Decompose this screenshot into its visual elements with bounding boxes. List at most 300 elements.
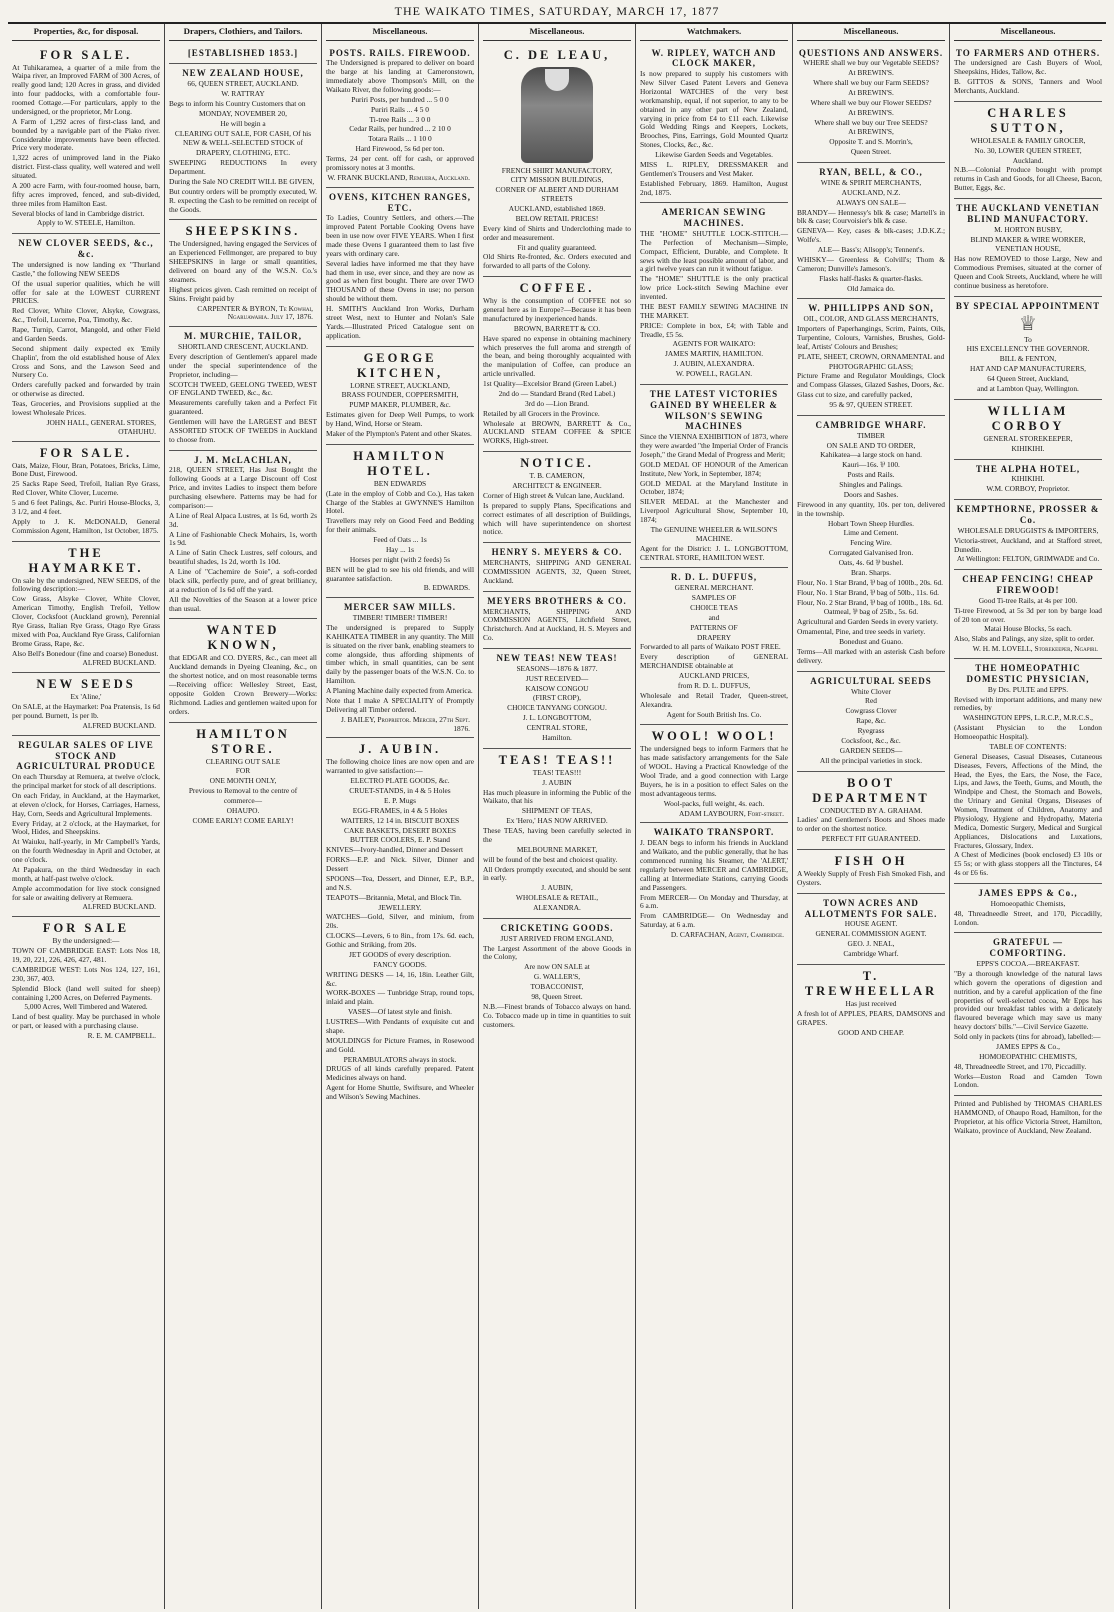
ad-text: COME EARLY! COME EARLY! (192, 815, 294, 825)
advertisement (954, 884, 1102, 933)
advertisement (326, 738, 474, 1107)
ad-signature: ADAM LAYBOURN, Fort-street. (679, 808, 784, 818)
ad-text: Land of best quality. May be purchased in whole or part, or leased with a purchasing clause. (12, 1012, 160, 1031)
ad-text: On SALE, at the Haymarket: Poa Pratensis, 1s 6d per pound. Burnett, 1s per lb. (12, 702, 160, 721)
ad-text: 5,000 Acres, Well Timbered and Watered. (24, 1002, 148, 1012)
ad-text: GOLD MEDAL at the Maryland Institute in October, 1874; (640, 478, 788, 497)
ad-text: that EDGAR and CO. DYERS, &c., can meet all Auckland demands in Dyeing Cleaning, &c., on the shortest notice, and on most reasonable terms—Receiving office: Wellesley Street, East, opposite Golden Crown Brewery—Works: Richmond. Ladies and gentlemen waited upon for orders. (169, 653, 317, 716)
advertisement (640, 568, 788, 725)
ad-text: CHOICE TANYANG CONGOU. (507, 703, 607, 713)
advertisement (483, 543, 631, 591)
ad-text: Corner of High street & Vulcan lane, Auckland. (483, 490, 625, 500)
column-header: Drapers, Clothiers, and Tailors. (169, 24, 317, 41)
ad-text: A Chest of Medicines (book enclosed) £3 10s or £5 5s; or with glass stoppers all the Tinctures, £4 4s or £6 6s. (954, 850, 1102, 878)
ad-text: commerce— (223, 796, 263, 806)
ad-title: KEMPTHORNE, PROSSER & Co. (956, 504, 1100, 525)
ad-text: 48, Threadneedle Street, and 170, Piccadilly. (954, 1061, 1087, 1071)
ad-title: HENRY S. MEYERS & CO. (491, 547, 623, 558)
ad-text: Feed of Oats ... 1s (373, 535, 427, 545)
ad-text: SILVER MEDAL at the Manchester and Liverpool Agricultural Show, September 10, 1874; (640, 497, 788, 525)
ad-text: Works—Euston Road and Camden Town London. (954, 1071, 1102, 1090)
ad-text: Posts and Rails. (847, 470, 895, 480)
ad-text: PERAMBULATORS always in stock. (343, 1054, 457, 1064)
ad-text: The Undersigned, having engaged the Services of an Experienced Fellmonger, are prepared to buy SHEEPSKINS in large or small quantities, delivered on board any of the W.S.N. Co.'s steamers. (169, 239, 317, 284)
ad-text: Since the VIENNA EXHIBITION of 1873, where they were awarded "the Imperial Order of Francis Joseph," the Grand Medal of Progress and Merit; (640, 432, 788, 459)
ad-text: Wholesale and Retail Trader, Queen-street, Alexandra. (640, 690, 788, 709)
ad-text: Where shall we buy our Farm SEEDS? (813, 78, 929, 88)
ad-text: DRAPERY (696, 632, 732, 642)
ad-text: M. HORTON BUSBY, (994, 224, 1062, 234)
ad-signature: D. CARFACHAN, Agent, Cambridge. (670, 930, 784, 940)
ad-text: Hay ... 1s (385, 544, 415, 554)
ad-text: ONE MONTH ONLY, (209, 776, 277, 786)
ad-text: SWEEPING REDUCTIONS In every Department. (169, 158, 317, 177)
ad-text: Have spared no expense in obtaining machinery which preserves the full aroma and strength of the bean, and being thoroughly acquainted with the manipulation of Coffee, can produce an article unrivalled. (483, 333, 631, 379)
ad-text: The following choice lines are now open and are warranted to give satisfaction:— (326, 757, 474, 776)
ad-title: HAMILTON HOTEL. (353, 448, 447, 478)
ad-text: At BREWIN'S, (848, 127, 894, 137)
ad-text: 218, QUEEN STREET, Has Just Bought the following Goods at a Large Discount off Cost Price, and invites Ladies to inspect them before purchasing elsewhere. Patterns may be had for comparison:— (169, 465, 317, 510)
ad-text: CAKE BASKETS, DESERT BOXES (344, 825, 456, 835)
advertisement (169, 44, 317, 65)
ad-text: Flasks half-flasks & quarter-flasks. (819, 273, 923, 283)
advertisement (797, 163, 945, 299)
ad-text: BEN will be glad to see his old friends, and will guarantee satisfaction. (326, 564, 474, 583)
ad-text: But country orders will be promptly executed, W. R. expecting the Cash to be remitted on receipt of the Goods. (169, 186, 317, 214)
ad-text: 3rd do —Lion Brand. (524, 398, 590, 408)
ad-text: Is now prepared to supply his customers with New Silver Cased Patent Levers and Geneva Horizontal WATCHES of the very best workmanship, equal, if not superior, to any to be obtained in any other part of New Zealand, varying in price from £4 to £11 each. Likewise Gold Wedding Rings and Keepers, Lockets, Brooches, Pins, Earrings, Gold Mounted Quartz Stones, Clocks, &c., &c. (640, 69, 788, 150)
ad-text: Lime and Cement. (843, 528, 899, 538)
ad-text: Sold only in packets (tins for abroad), labelled:— (954, 1032, 1101, 1042)
column-header: Miscellaneous. (954, 24, 1102, 41)
advertisement (954, 199, 1102, 297)
ad-title: [ESTABLISHED 1853.] (187, 47, 299, 58)
ad-text: Second shipment daily expected ex 'Emily Chaplin', from the old established house of Alex Cross and Sons, and the Lawson Seed and Nursery Co. (12, 343, 160, 380)
ad-title: FOR SALE (42, 921, 130, 936)
ad-text: Apply to J. K. McDONALD, General Commission Agent, Hamilton, 1st October, 1875. (12, 516, 160, 535)
ad-text: Every kind of Shirts and Underclothing made to order and measurement. (483, 223, 631, 242)
ad-text: Oatmeal, ⅌ bag of 25lb., 5s. 6d. (823, 607, 919, 617)
ad-text: "By a thorough knowledge of the natural laws which govern the operations of digestion and nutrition, and by a careful application of the fine properties of well-selected cocoa, Mr Epps has provided our breakfast tables with a delicately flavoured beverage which may save us many heavy doctors' bills."—Civil Service Gazette. (954, 968, 1102, 1032)
ad-text: Kauri—16s. ⅌ 100. (842, 460, 900, 470)
ad-text: OIL, COLOR, AND GLASS MERCHANTS, (803, 314, 939, 324)
ad-text: A Planing Machine daily expected from America. (326, 686, 473, 696)
column-header: Miscellaneous. (483, 24, 631, 41)
ad-text: JAMES MARTIN, HAMILTON. (664, 349, 764, 359)
ad-text: A Farm of 1,292 acres of first-class land, and bounded by a navigable part of the Piako river. Considerable improvements have been effected. Price very moderate. (12, 116, 160, 153)
ad-text: The undersigned are Cash Buyers of Wool, Sheepskins, Hides, Tallow, &c. (954, 58, 1102, 77)
ad-text: KNIVES—Ivory-handled, Dinner and Dessert (326, 845, 464, 855)
ad-text: Every Friday, at 2 o'clock, at the Haymarket, for Wool, Hides, and Sheepskins. (12, 818, 160, 837)
ad-text: Puriri Posts, per hundred ... 5 0 0 (351, 94, 449, 104)
ad-text: DRAPERY, CLOTHING, ETC. (195, 148, 291, 158)
ad-text: The GENUINE WHEELER & WILSON'S MACHINE. (650, 524, 778, 543)
advertisement (797, 894, 945, 965)
ad-text: Doors and Sashes. (843, 489, 899, 499)
ad-text: NEW & WELL-SELECTED STOCK of (183, 138, 303, 148)
ad-text: J. AUBIN, ALEXANDRA. (673, 359, 755, 369)
ad-text: ALE— Bass's; Allsopp's; Tennent's. (817, 245, 925, 255)
ad-title: TO FARMERS AND OTHERS. (955, 47, 1101, 58)
ad-title: WOOL! WOOL! (651, 729, 777, 744)
ad-text: JEWELLERY. (378, 902, 422, 912)
ad-signature: ALFRED BUCKLAND. (82, 902, 156, 912)
ad-title: BOOT DEPARTMENT (812, 775, 930, 805)
ad-signature: W. FRANK BUCKLAND, Remuera, Auckland. (327, 172, 470, 182)
ad-text: ELECTRO PLATE GOODS, &c. (350, 776, 450, 786)
ad-title: WAIKATO TRANSPORT. (653, 827, 775, 838)
ad-text: Flour, No. 1 Star Brand, ⅌ bag of 50lb., 11s. 6d. (797, 587, 940, 597)
ad-title: NEW TEAS! NEW TEAS! (496, 653, 618, 664)
ad-text: CRUET-STANDS, in 4 & 5 Holes (349, 786, 451, 796)
ad-text: N.B.—Colonial Produce bought with prompt returns in Cash and Goods, for all Cheese, Bacon, Butter, Eggs, &c. (954, 165, 1102, 193)
ad-text: Flour, No. 1 Star Brand, ⅌ bag of 100lb., 20s. 6d. (797, 577, 943, 587)
ad-text: A Line of Real Alpaca Lustres, at 1s 6d, worth 2s 3d. (169, 510, 317, 529)
ad-text: CHOICE TEAS (690, 602, 738, 612)
ad-text: Every description of GENERAL MERCHANDISE obtainable at (640, 652, 788, 671)
ad-text: 25 Sacks Rape Seed, Trefoil, Italian Rye Grass, Red Clover, White Clover, Lucerne. (12, 479, 160, 498)
ad-text: GENEVA— Key, cases & blk-cases; J.D.K.Z.; Wolfe's. (797, 226, 945, 245)
ad-text: At Waiuku, half-yearly, in Mr Campbell's Yards, on the fourth Wednesday in April and October, at one o'clock. (12, 837, 160, 865)
ad-text: From CAMBRIDGE— On Wednesday and Saturday, at 6 a.m. (640, 911, 788, 930)
ad-title: COFFEE. (519, 281, 595, 296)
ad-text: AUCKLAND, established 1869. (508, 204, 606, 214)
ad-text: Measurements carefully taken and a Perfect Fit guaranteed. (169, 398, 317, 417)
ad-signature: B. EDWARDS. (423, 583, 470, 593)
ad-text: Ex 'Aline,' (70, 692, 102, 702)
advertisement (169, 64, 317, 220)
ad-title: M. MURCHIE, TAILOR, (184, 331, 302, 342)
ad-text: The "HOME" SHUTTLE is the only practical low price Lock-stitch Sewing Machine ever invented. (640, 274, 788, 302)
ad-title: THE HAYMARKET. (28, 545, 144, 575)
ad-text: The undersigned is prepared to Supply KAHIKATEA TIMBER in any quantity. The Mill is situated on the river bank, enabling steamers to come alongside, thus affording shipments of timber which, in small quantities, can be sent daily by the passenger boats of the W.S.N. Co. to Hamilton. (326, 622, 474, 686)
ad-text: Ti-tree Rails ... 3 0 0 (369, 114, 431, 124)
ad-text: At Wellington: FELTON, GRIMWADE and Co. (956, 554, 1100, 564)
ad-text: Several blocks of land in Cambridge district. (12, 208, 145, 218)
ad-text: 5 and 6 feet Palings, &c. Puriri House-Blocks, 3, 3 1/2, and 4 feet. (12, 498, 160, 516)
ad-title: THE HOMEOPATHIC DOMESTIC PHYSICIAN, (966, 663, 1090, 684)
ad-text: Every description of Gentlemen's apparel made under the special superintendence of the Proprietor, including— (169, 351, 317, 379)
ad-text: J. L. LONGBOTTOM, (522, 713, 592, 723)
ad-text: The Largest Assortment of the above Goods in the Colony, (483, 943, 631, 962)
ad-text: B. GITTOS & SONS, Tanners and Wool Merchants, Auckland. (954, 77, 1102, 95)
ad-title: JAMES EPPS & Co., (978, 888, 1078, 899)
ad-text: MERCHANTS, SHIPPING AND GENERAL COMMISSION AGENTS, 32, Queen Street, Auckland. (483, 558, 631, 585)
ad-text: Bonedust and Guano. (839, 637, 903, 647)
ad-text: Teas, Groceries, and Provisions supplied at the lowest Wholesale Prices. (12, 399, 160, 417)
advertisement (326, 598, 474, 738)
ad-text: AUCKLAND, N.Z. (841, 187, 901, 197)
ad-text: Gentlemen will have the LARGEST and BEST ASSORTED STOCK OF TWEEDS in Auckland to choose from. (169, 417, 317, 444)
ad-title: CHARLES SUTTON, (987, 105, 1069, 135)
ad-text: LORNE STREET, AUCKLAND, (350, 380, 450, 390)
ad-text: Hamilton. (542, 732, 572, 742)
ad-text: from R. D. L. DUFFUS, (677, 680, 751, 690)
ad-text: and at Lambton Quay, Wellington. (977, 383, 1079, 393)
advertisement (797, 965, 945, 1043)
column-5 (636, 24, 793, 1609)
ad-title: R. D. L. DUFFUS, (670, 572, 758, 583)
ad-text: Terms, 24 per cent. off for cash, or approved promissory notes at 3 months. (326, 154, 474, 172)
ad-title: AMERICAN SEWING MACHINES. (661, 207, 767, 229)
ad-text: Rape, &c. (856, 716, 886, 726)
ad-text: 98, Queen Street. (531, 991, 583, 1001)
ad-title: AGRICULTURAL SEEDS (810, 675, 932, 686)
ad-text: KIHIKIHI. (1011, 474, 1045, 484)
ad-text: To (1024, 334, 1032, 344)
ad-title: BY SPECIAL APPOINTMENT (955, 300, 1101, 311)
ad-text: Terms—All marked with an asterisk Cash before delivery. (797, 646, 945, 665)
advertisement (326, 188, 474, 347)
ad-title: QUESTIONS AND ANSWERS. (798, 47, 944, 58)
ad-text: A Line of "Cachemire de Soie", a soft-corded black silk, perfectly pure, and of great brilliancy, at a reduction of 1s 6d off the yard. (169, 567, 317, 594)
ad-title: CHEAP FENCING! CHEAP FIREWOOD! (962, 574, 1094, 596)
ad-text: White Clover (850, 686, 892, 696)
ad-text: J. AUBIN (542, 777, 572, 787)
column-6 (793, 24, 950, 1609)
ad-text: Horses per night (with 2 feeds) 5s (349, 554, 451, 564)
ad-text: PHOTOGRAPHIC GLASS; (828, 361, 914, 371)
ad-text: The undersigned is now landing ex "Thurland Castle," the following NEW SEEDS (12, 259, 160, 278)
ad-text: Where shall we buy our Tree SEEDS? (814, 117, 928, 127)
ad-text: Picture Frame and Regulator Mouldings, Clock and Compass Glasses, Glazed Sashes, Doors, &c. (797, 371, 945, 390)
ad-title: J. M. McLACHLAN, (194, 454, 292, 465)
ad-text: Wool-packs, full weight, 4s. each. (663, 798, 765, 808)
ad-text: GOLD MEDAL OF HONOUR of the American Institute, New York, in September, 1874; (640, 459, 788, 478)
ad-title: MEYERS BROTHERS & CO. (487, 595, 627, 606)
ad-title: W. PHILLIPPS AND SON, (808, 303, 934, 314)
ad-text: Old Jamaica do. (847, 283, 895, 293)
ad-text: SEASONS—1876 & 1877. (516, 663, 598, 673)
advertisement (483, 592, 631, 649)
ad-text: Also, Slabs and Palings, any size, split to order. (954, 634, 1095, 644)
ad-text: Has just received (845, 998, 897, 1008)
ad-text: On sale by the undersigned, NEW SEEDS, of the following description:— (12, 575, 160, 594)
ad-title: TOWN ACRES AND ALLOTMENTS FOR SALE. (804, 897, 938, 919)
ad-text: Several ladies have informed me that they have had them in use, ever since, and they are now as good as when first bought. There are over TWO THOUSAND of these Ovens in use; no person should be without them. (326, 258, 474, 304)
ad-title: SHEEPSKINS. (185, 224, 301, 239)
ad-text: HOUSE AGENT. (844, 919, 898, 929)
ad-text: Red (865, 696, 877, 706)
ad-text: On each Friday, in Auckland, at the Haymarket, at eleven o'clock, for Horses, Carriages, Harness, Hay, Corn, Seeds and Agricultural Implements. (12, 790, 160, 818)
advertisement (483, 649, 631, 749)
ad-title: HAMILTON STORE. (196, 726, 290, 756)
ad-signature: J. BAILEY, Proprietor. Mercer, 27th Sept. 1876. (340, 714, 470, 733)
ad-text: Glass cut to size, and carefully packed, (797, 390, 913, 400)
ad-text: MISS L. RIPLEY, DRESSMAKER and Gentlemen's Trousers and Vest Maker. (640, 159, 788, 178)
ad-text: CITY MISSION BUILDINGS, (510, 175, 604, 185)
ad-text: Victoria-street, Auckland, and at Stafford street, Dunedin. (954, 535, 1102, 554)
advertisement (326, 44, 474, 188)
ad-text: All the Novelties of the Season at a lower price than usual. (169, 594, 317, 613)
ad-title: NEW CLOVER SEEDS, &c., &c. (18, 238, 154, 260)
ad-text: Maker of the Plympton's Patent and other Skates. (326, 428, 472, 438)
advertisement (169, 619, 317, 722)
advertisement (640, 725, 788, 823)
ad-title: C. DE LEAU, (503, 47, 611, 62)
ad-text: During the Sale NO CREDIT WILL BE GIVEN, (169, 176, 315, 186)
ad-title: FISH OH (834, 854, 908, 869)
ad-text: 2nd do — Standard Brand (Red Label.) (498, 388, 616, 398)
ad-text: These TEAS, having been carefully selected in the (483, 826, 631, 844)
ad-signature: R. E. M. CAMPBELL. (87, 1031, 156, 1041)
ad-text: At BREWIN'S. (848, 107, 894, 117)
ad-text: BUTTER COOLERS, E. P. Stand (350, 835, 450, 845)
ad-text: Estimates given for Deep Well Pumps, to work by Hand, Wind, Horse or Steam. (326, 410, 474, 429)
ad-text: Oats, Maize, Flour, Bran, Potatoes, Bricks, Lime, Bone Dust, Firewood. (12, 460, 160, 479)
column-2 (165, 24, 322, 1609)
ad-text: Totara Rails ... 1 10 0 (368, 134, 432, 144)
column-header: Watchmakers. (640, 24, 788, 41)
ad-text: E. P. Mugs (383, 795, 417, 805)
ad-text: Begs to inform his Country Customers that on (169, 98, 306, 108)
ad-title: T. TREWHEELLAR (804, 968, 938, 998)
advertisement (797, 672, 945, 772)
advertisement (169, 723, 317, 831)
ad-title: FOR SALE. (39, 47, 133, 62)
advertisement (797, 772, 945, 851)
ad-text: CONDUCTED BY A. GRAHAM. (819, 805, 923, 815)
ad-text: Importers of Paperhangings, Scrim, Paints, Oils, Turpentine, Colours, Varnishes, Brushes, Gold-leaf, Artists' Colours and Brushes; (797, 324, 945, 351)
ad-title: MERCER SAW MILLS. (343, 602, 457, 613)
ad-text: 1st Quality—Excelsior Brand (Green Label.) (483, 379, 617, 389)
ad-text: PUMP MAKER, PLUMBER, &c. (349, 400, 451, 410)
advertisement (169, 220, 317, 327)
advertisement (12, 442, 160, 542)
ad-text: A Weekly Supply of Fresh Fish Smoked Fish, and Oysters. (797, 869, 945, 887)
ad-text: Forwarded to all parts of Waikato POST FREE. (640, 642, 781, 652)
ad-text: BLIND MAKER & WIRE WORKER, (970, 234, 1086, 244)
ad-text: DRUGS of all kinds carefully prepared. Patent Medicines always on hand. (326, 1064, 474, 1083)
advertisement (640, 44, 788, 204)
ad-text: The undersigned begs to inform Farmers that he has made satisfactory arrangements for the Sale of WOOL. Having a Practical Knowledge of the Wool Trade, and a good connection with Large Buyers, he is in a position to effect Sales on the most advantageous terms. (640, 744, 788, 798)
ad-text: TOWN OF CAMBRIDGE EAST: Lots Nos 18, 19, 20, 221, 226, 426, 427, 481. (12, 946, 160, 965)
advertisement (954, 500, 1102, 570)
ad-title: J. AUBIN. (358, 742, 442, 757)
ad-text: Old Shirts Re-fronted, &c. Orders executed and forwarded to all parts of the Colony. (483, 252, 631, 271)
ad-text: Agricultural and Garden Seeds in every variety. (797, 617, 938, 627)
ad-title: FOR SALE. (39, 445, 133, 460)
ad-signature: ALFRED BUCKLAND. (82, 720, 156, 730)
ad-text: Cow Grass, Alsyke Clover, White Clover, American Timothy, English Trefoil, Yellow Clover, Cocksfoot (Auckland grown), Perennial Rye Grass, Italian Rye Grass, Otago Rye Grass mixed with Poa, Auckland Rye Grass, Californian Brome Grass, Rape, &c. (12, 594, 160, 648)
ad-text: TIMBER! TIMBER! TIMBER! (352, 613, 448, 623)
ad-text: GENERAL MERCHANT. (674, 583, 754, 593)
ad-text: (FIRST CROP), (533, 693, 581, 703)
advertisement (12, 736, 160, 918)
ad-text: W.M. CORBOY, Proprietor. (986, 484, 1070, 494)
advertisement (169, 327, 317, 450)
ad-text: 66, QUEEN STREET, AUCKLAND. (187, 79, 299, 89)
ad-text: Agent for the District: J. L. LONGBOTTOM, CENTRAL STORE, HAMILTON WEST. (640, 543, 788, 562)
ad-text: PRICE: Complete in box, £4; with Table and Treadle, £5 5s. (640, 320, 788, 339)
advertisement (797, 44, 945, 164)
ad-text: WHOLESALE DRUGGISTS & IMPORTERS, (957, 525, 1099, 535)
ad-text: MOULDINGS for Picture Frames, in Rosewood and Gold. (326, 1035, 474, 1054)
ad-text: KAISOW CONGOU (525, 683, 589, 693)
ad-text: (Late in the employ of Cobb and Co.), Has taken Charge of the Stables at GWYNNE'S Hamilton Hotel. (326, 488, 474, 516)
advertisement (797, 416, 945, 672)
advertisement (954, 460, 1102, 501)
ad-text: WATCHES—Gold, Silver, and minium, from 20s. (326, 912, 474, 931)
ad-text: WINE & SPIRIT MERCHANTS, (820, 177, 922, 187)
ad-text: Ornamental, Pine, and tree seeds in variety. (797, 627, 926, 637)
ad-text: Is prepared to supply Plans, Specifications and correct estimates of all description of Buildings, which will have superintendence on shortest notice. (483, 500, 631, 537)
ad-text: HIS EXCELLENCY THE GOVERNOR. (966, 344, 1090, 354)
ad-text: Retailed by all Grocers in the Province. (483, 408, 600, 418)
ad-title: CAMBRIDGE WHARF. (815, 419, 927, 430)
advertisement (12, 917, 160, 1045)
ad-text: EPPS'S COCOA.—BREAKFAST. (976, 959, 1080, 969)
ad-text: Why is the consumption of COFFEE not so general here as in Europe?—Because it has been manufactured by inexperienced hands. (483, 296, 631, 323)
ad-text: Kahikatea—a large stock on hand. (820, 450, 922, 460)
ad-text: Splendid Block (land well suited for sheep) containing 1,200 Acres, on Deferred Payments. (12, 983, 160, 1002)
ad-text: He will begin a (220, 118, 266, 128)
ad-text: Opposite T. and S. Morrin's, (829, 137, 913, 147)
ad-text: JUST RECEIVED— (525, 673, 589, 683)
ad-text: J. DEAN begs to inform his friends in Auckland and Waikato, and the public generally, that he has commenced running his Steamer, the 'ALERT,' regularly between MERCER and CAMBRIDGE, calling at Intermediate Stations, carrying Goods and Passengers. (640, 838, 788, 892)
advertisement (326, 347, 474, 445)
ad-text: and (708, 612, 720, 622)
ad-text: Note that I make A SPECIALITY of Promptly Delivering all Timber ordered. (326, 695, 474, 714)
ad-text: W. POWELL, RAGLAN. (675, 369, 753, 379)
ad-title: THE AUCKLAND VENETIAN BLIND MANUFACTORY. (956, 203, 1100, 224)
column-1 (8, 24, 165, 1609)
ad-text: SPOONS—Tea, Dessert, and Dinner, E.P., B.P., and N.S. (326, 873, 474, 892)
ad-text: Cocksfoot, &c., &c. (841, 735, 901, 745)
ad-text: Ex 'Hero,' HAS NOW ARRIVED. (506, 816, 608, 826)
ad-text: Cedar Rails, per hundred ... 2 10 0 (349, 124, 451, 134)
ad-text: will be found of the best and choicest quality. (483, 854, 618, 864)
ad-text: General Diseases, Casual Diseases, Cutaneous Diseases, Fevers, Affections of the Mind, the Head, the Eyes, the Ears, the Nose, the Face, Lips, and Jaws, the Teeth, Gums, and Mouth, the Windpipe and Chest, the Stomach and Bowels, the Urinary and Genital Organs, Diseases of Women, Treatment of Children, Anatomy and Physiology, Hygiene and Hydropathy, Materia Medica, Domestic Surgery, Medical and Surgical Appliances, Dislocations and Luxations, Fractures, Glossary, Index. (954, 751, 1102, 850)
ad-text: Fencing Wire. (850, 538, 892, 548)
ad-text: CLEARING OUT SALE (205, 756, 281, 766)
ad-signature: CARPENTER & BYRON, Te Kowhai, Ngaruawahia. July 17, 1876. (197, 303, 313, 322)
ad-text: Hard Firewood, 5s 6d per ton. (355, 144, 445, 154)
ad-signature: JOHN HALL, GENERAL STORES, OTAHUHU. (46, 417, 156, 436)
shirt-illustration (521, 67, 593, 163)
ad-text: Queen Street. (850, 147, 892, 157)
ad-text: MONDAY, NOVEMBER 20, (199, 108, 287, 118)
ad-text: Rape, Turnip, Carrot, Mangold, and other Field and Garden Seeds. (12, 325, 160, 343)
ad-text: N.B.—Finest brands of Tobacco always on hand. Co. Tobacco made up in time in quantities to suit customers. (483, 1001, 631, 1029)
ad-text: Highest prices given. Cash remitted on receipt of Skins. Freight paid by (169, 284, 317, 303)
ad-text: On each Thursday at Remuera, at twelve o'clock, the principal market for stock of all descriptions. (12, 772, 160, 791)
ad-title: THE ALPHA HOTEL, (975, 463, 1081, 474)
advertisement (640, 823, 788, 943)
ad-text: OHAUPO. (226, 805, 260, 815)
ad-text: Puriri Rails ... 4 5 0 (371, 104, 429, 114)
royal-crest-icon: ♕ (1019, 312, 1037, 335)
advertisement (12, 44, 160, 235)
ad-text: Previous to Removal to the centre of (188, 786, 298, 796)
ad-title: OVENS, KITCHEN RANGES, ETC. (328, 191, 472, 213)
ad-signature: W. H. M. LOVELL, Storekeeper, Ngapiri. (972, 644, 1098, 654)
ad-title: CRICKETING GOODS. (500, 922, 614, 933)
ad-text: By the undersigned:— (52, 936, 120, 946)
ad-text: Cowgrass Clover (845, 706, 897, 716)
advertisement (12, 542, 160, 674)
advertisement (797, 299, 945, 416)
ad-text: ALEXANDRA. (533, 903, 581, 913)
ad-text: BILL & FENTON, (999, 354, 1057, 364)
ad-text: From MERCER— On Monday and Thursday, at 6 a.m. (640, 892, 788, 911)
advertisement (483, 452, 631, 543)
ad-text: Agent for South British Ins. Co. (666, 709, 762, 719)
advertisement (954, 659, 1102, 884)
ad-text: Revised with important additions, and many new remedies, by (954, 694, 1102, 713)
columns (8, 24, 1106, 1609)
ad-text: VASES—Of latest style and finish. (348, 1007, 452, 1017)
